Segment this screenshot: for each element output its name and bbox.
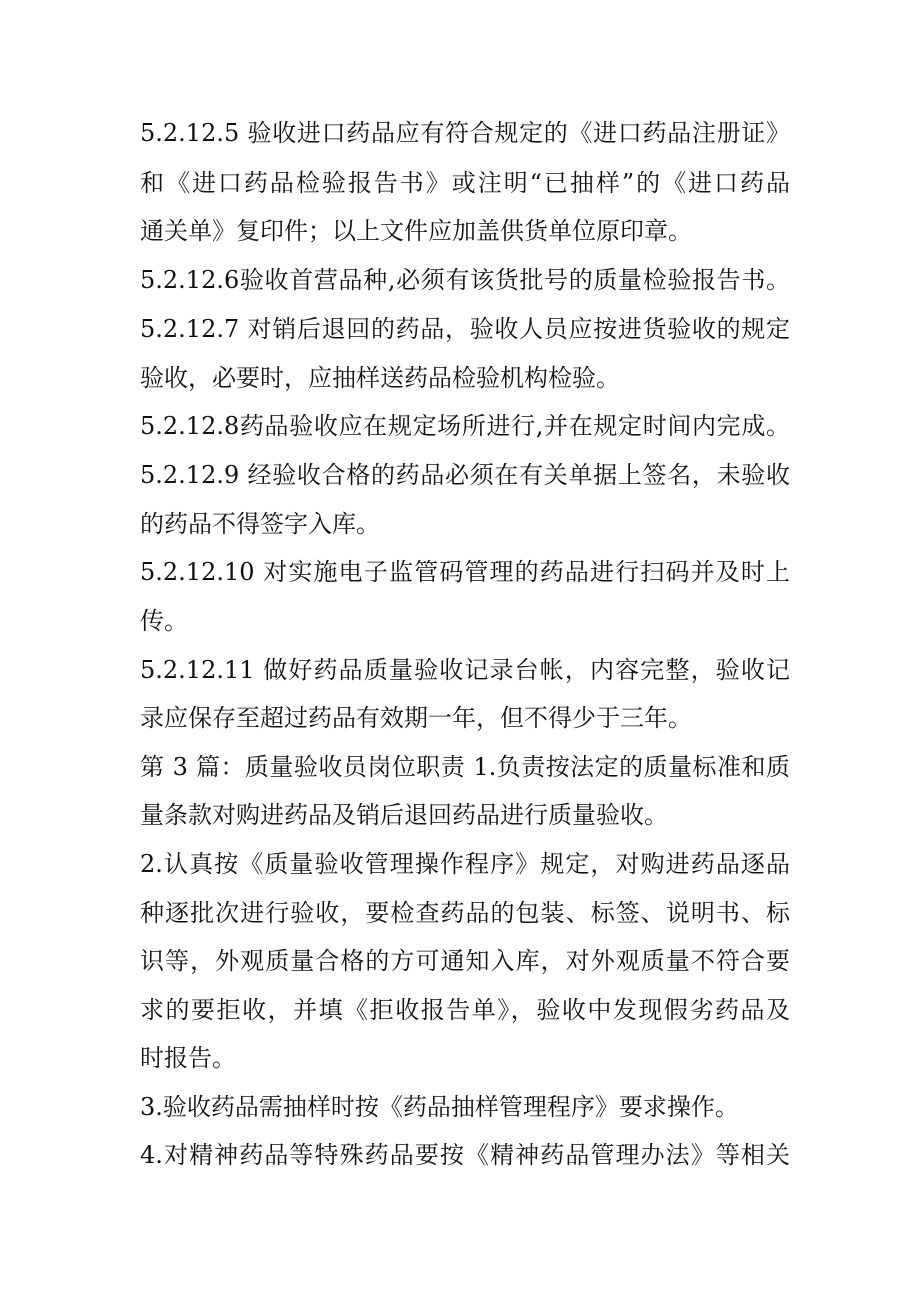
text-line: 2.认真按《质量验收管理操作程序》规定，对购进药品逐品 [140, 850, 790, 878]
text-line: 求的要拒收，并填《拒收报告单》，验收中发现假劣药品及 [140, 996, 790, 1024]
text-line: 的药品不得签字入库。 [140, 510, 380, 538]
text-line: 5.2.12.5 验收进口药品应有符合规定的《进口药品注册证》 [140, 119, 790, 147]
text-line: 第 3 篇：质量验收员岗位职责 1.负责按法定的质量标准和质 [140, 753, 790, 781]
text-line: 3.验收药品需抽样时按《药品抽样管理程序》要求操作。 [140, 1093, 739, 1121]
text-line: 时报告。 [140, 1044, 236, 1072]
text-line: 验收，必要时，应抽样送药品检验机构检验。 [140, 364, 620, 392]
text-line: 5.2.12.8药品验收应在规定场所进行,并在规定时间内完成。 [140, 412, 790, 440]
text-line: 识等，外观质量合格的方可通知入库，对外观质量不符合要 [140, 947, 790, 975]
text-line: 5.2.12.9 经验收合格的药品必须在有关单据上签名，未验收 [140, 461, 790, 489]
text-line: 传。 [140, 607, 188, 635]
text-line: 通关单》复印件；以上文件应加盖供货单位原印章。 [140, 217, 692, 245]
text-line: 5.2.12.6验收首营品种,必须有该货批号的质量检验报告书。 [140, 266, 790, 294]
text-line: 和《进口药品检验报告书》或注明“已抽样”的《进口药品 [140, 169, 790, 197]
text-line: 5.2.12.10 对实施电子监管码管理的药品进行扫码并及时上 [140, 558, 790, 586]
text-line: 5.2.12.7 对销后退回的药品，验收人员应按进货验收的规定 [140, 315, 790, 343]
text-line: 种逐批次进行验收，要检查药品的包装、标签、说明书、标 [140, 899, 790, 927]
text-line: 5.2.12.11 做好药品质量验收记录台帐，内容完整，验收记 [140, 656, 790, 684]
text-line: 量条款对购进药品及销后退回药品进行质量验收。 [140, 801, 668, 829]
text-line: 录应保存至超过药品有效期一年，但不得少于三年。 [140, 704, 692, 732]
text-line: 4.对精神药品等特殊药品要按《精神药品管理办法》等相关 [140, 1141, 790, 1169]
